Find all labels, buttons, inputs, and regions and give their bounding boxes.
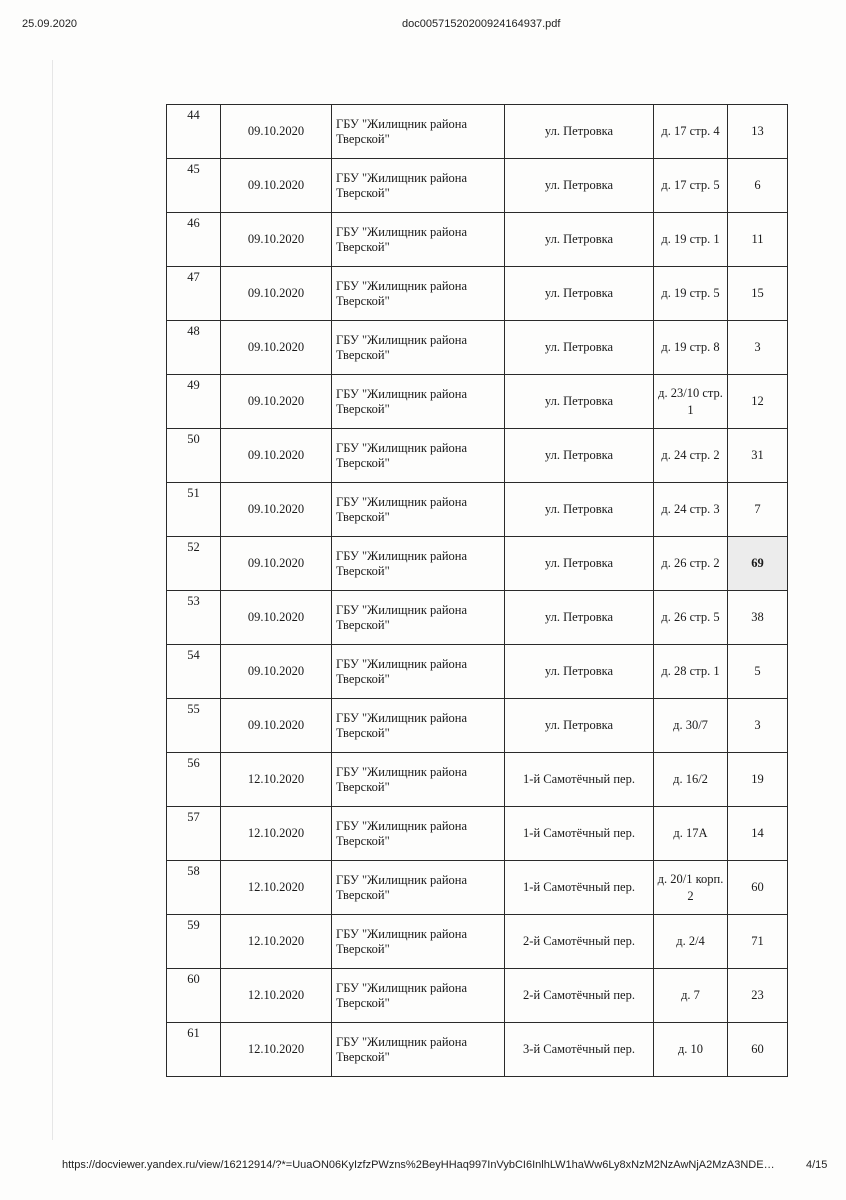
table-row — [167, 969, 788, 1023]
source-url[interactable]: https://docviewer.yandex.ru/view/16212914/?*=UuaON06KyIzfzPWzns%2BeyHHaq997InVybCI6InlhLW1haWw6Ly8xNzM2NzAwNjA2MzA3NDE… — [62, 1159, 775, 1171]
organization-cell: ГБУ "Жилищник района Тверской" — [332, 915, 505, 969]
date-cell: 12.10.2020 — [221, 861, 332, 915]
row-number-cell: 45 — [167, 159, 221, 213]
date-cell: 09.10.2020 — [221, 105, 332, 159]
row-number-cell: 46 — [167, 213, 221, 267]
organization-cell: ГБУ "Жилищник района Тверской" — [332, 969, 505, 1023]
street-cell: 1-й Самотёчный пер. — [505, 807, 654, 861]
street-cell: ул. Петровка — [505, 699, 654, 753]
street-cell: 1-й Самотёчный пер. — [505, 753, 654, 807]
count-cell: 38 — [728, 591, 788, 645]
organization-cell: ГБУ "Жилищник района Тверской" — [332, 753, 505, 807]
row-number-cell: 50 — [167, 429, 221, 483]
house-cell: д. 24 стр. 2 — [654, 429, 728, 483]
house-cell: д. 20/1 корп. 2 — [654, 861, 728, 915]
date-cell: 12.10.2020 — [221, 1023, 332, 1077]
street-cell: 2-й Самотёчный пер. — [505, 915, 654, 969]
organization-cell: ГБУ "Жилищник района Тверской" — [332, 375, 505, 429]
street-cell: ул. Петровка — [505, 645, 654, 699]
count-cell: 7 — [728, 483, 788, 537]
count-cell: 3 — [728, 699, 788, 753]
organization-cell: ГБУ "Жилищник района Тверской" — [332, 321, 505, 375]
table-row — [167, 483, 788, 537]
organization-cell: ГБУ "Жилищник района Тверской" — [332, 159, 505, 213]
page-number: 4/15 — [806, 1159, 828, 1171]
count-cell: 31 — [728, 429, 788, 483]
count-cell: 11 — [728, 213, 788, 267]
table-row — [167, 591, 788, 645]
row-number-cell: 61 — [167, 1023, 221, 1077]
row-number-cell: 53 — [167, 591, 221, 645]
street-cell: ул. Петровка — [505, 159, 654, 213]
street-cell: ул. Петровка — [505, 213, 654, 267]
date-cell: 09.10.2020 — [221, 213, 332, 267]
date-cell: 09.10.2020 — [221, 267, 332, 321]
house-cell: д. 19 стр. 1 — [654, 213, 728, 267]
table-row — [167, 321, 788, 375]
date-cell: 09.10.2020 — [221, 591, 332, 645]
date-cell: 12.10.2020 — [221, 969, 332, 1023]
house-cell: д. 19 стр. 5 — [654, 267, 728, 321]
date-cell: 09.10.2020 — [221, 159, 332, 213]
house-cell: д. 7 — [654, 969, 728, 1023]
row-number-cell: 48 — [167, 321, 221, 375]
date-cell: 09.10.2020 — [221, 429, 332, 483]
table-row — [167, 159, 788, 213]
house-cell: д. 19 стр. 8 — [654, 321, 728, 375]
table-row — [167, 861, 788, 915]
street-cell: ул. Петровка — [505, 105, 654, 159]
row-number-cell: 47 — [167, 267, 221, 321]
date-cell: 09.10.2020 — [221, 321, 332, 375]
row-number-cell: 60 — [167, 969, 221, 1023]
count-cell: 71 — [728, 915, 788, 969]
street-cell: ул. Петровка — [505, 591, 654, 645]
count-cell: 15 — [728, 267, 788, 321]
table-row — [167, 915, 788, 969]
count-cell: 6 — [728, 159, 788, 213]
organization-cell: ГБУ "Жилищник района Тверской" — [332, 807, 505, 861]
house-cell: д. 17А — [654, 807, 728, 861]
street-cell: ул. Петровка — [505, 321, 654, 375]
count-cell: 60 — [728, 1023, 788, 1077]
count-cell: 13 — [728, 105, 788, 159]
count-cell: 19 — [728, 753, 788, 807]
row-number-cell: 52 — [167, 537, 221, 591]
count-cell: 5 — [728, 645, 788, 699]
house-cell: д. 23/10 стр. 1 — [654, 375, 728, 429]
organization-cell: ГБУ "Жилищник района Тверской" — [332, 429, 505, 483]
count-cell: 12 — [728, 375, 788, 429]
house-cell: д. 28 стр. 1 — [654, 645, 728, 699]
row-number-cell: 59 — [167, 915, 221, 969]
street-cell: ул. Петровка — [505, 429, 654, 483]
table-row — [167, 537, 788, 591]
row-number-cell: 44 — [167, 105, 221, 159]
date-cell: 12.10.2020 — [221, 915, 332, 969]
count-cell: 23 — [728, 969, 788, 1023]
row-number-cell: 55 — [167, 699, 221, 753]
table-row — [167, 699, 788, 753]
date-cell: 12.10.2020 — [221, 753, 332, 807]
organization-cell: ГБУ "Жилищник района Тверской" — [332, 699, 505, 753]
organization-cell: ГБУ "Жилищник района Тверской" — [332, 267, 505, 321]
organization-cell: ГБУ "Жилищник района Тверской" — [332, 213, 505, 267]
organization-cell: ГБУ "Жилищник района Тверской" — [332, 1023, 505, 1077]
house-cell: д. 16/2 — [654, 753, 728, 807]
street-cell: 1-й Самотёчный пер. — [505, 861, 654, 915]
document-filename: doc00571520200924164937.pdf — [402, 18, 561, 30]
count-cell: 3 — [728, 321, 788, 375]
house-cell: д. 30/7 — [654, 699, 728, 753]
street-cell: ул. Петровка — [505, 537, 654, 591]
table-row — [167, 267, 788, 321]
organization-cell: ГБУ "Жилищник района Тверской" — [332, 105, 505, 159]
table-row — [167, 807, 788, 861]
count-cell: 14 — [728, 807, 788, 861]
print-date: 25.09.2020 — [22, 18, 78, 30]
row-number-cell: 54 — [167, 645, 221, 699]
table-row — [167, 429, 788, 483]
schedule-table-body — [167, 105, 788, 1077]
house-cell: д. 26 стр. 2 — [654, 537, 728, 591]
date-cell: 12.10.2020 — [221, 807, 332, 861]
date-cell: 09.10.2020 — [221, 375, 332, 429]
house-cell: д. 2/4 — [654, 915, 728, 969]
house-cell: д. 17 стр. 5 — [654, 159, 728, 213]
house-cell: д. 10 — [654, 1023, 728, 1077]
street-cell: ул. Петровка — [505, 483, 654, 537]
table-row — [167, 105, 788, 159]
row-number-cell: 57 — [167, 807, 221, 861]
schedule-table — [166, 104, 788, 1077]
count-cell: 69 — [728, 537, 788, 591]
date-cell: 09.10.2020 — [221, 645, 332, 699]
organization-cell: ГБУ "Жилищник района Тверской" — [332, 537, 505, 591]
row-number-cell: 51 — [167, 483, 221, 537]
street-cell: 3-й Самотёчный пер. — [505, 1023, 654, 1077]
row-number-cell: 58 — [167, 861, 221, 915]
organization-cell: ГБУ "Жилищник района Тверской" — [332, 645, 505, 699]
street-cell: ул. Петровка — [505, 267, 654, 321]
house-cell: д. 17 стр. 4 — [654, 105, 728, 159]
row-number-cell: 56 — [167, 753, 221, 807]
table-row — [167, 753, 788, 807]
date-cell: 09.10.2020 — [221, 699, 332, 753]
date-cell: 09.10.2020 — [221, 537, 332, 591]
organization-cell: ГБУ "Жилищник района Тверской" — [332, 483, 505, 537]
organization-cell: ГБУ "Жилищник района Тверской" — [332, 591, 505, 645]
scan-edge-line — [52, 60, 53, 1140]
table-row — [167, 1023, 788, 1077]
count-cell: 60 — [728, 861, 788, 915]
house-cell: д. 26 стр. 5 — [654, 591, 728, 645]
street-cell: 2-й Самотёчный пер. — [505, 969, 654, 1023]
table-row — [167, 375, 788, 429]
house-cell: д. 24 стр. 3 — [654, 483, 728, 537]
date-cell: 09.10.2020 — [221, 483, 332, 537]
street-cell: ул. Петровка — [505, 375, 654, 429]
table-row — [167, 645, 788, 699]
row-number-cell: 49 — [167, 375, 221, 429]
organization-cell: ГБУ "Жилищник района Тверской" — [332, 861, 505, 915]
table-row — [167, 213, 788, 267]
